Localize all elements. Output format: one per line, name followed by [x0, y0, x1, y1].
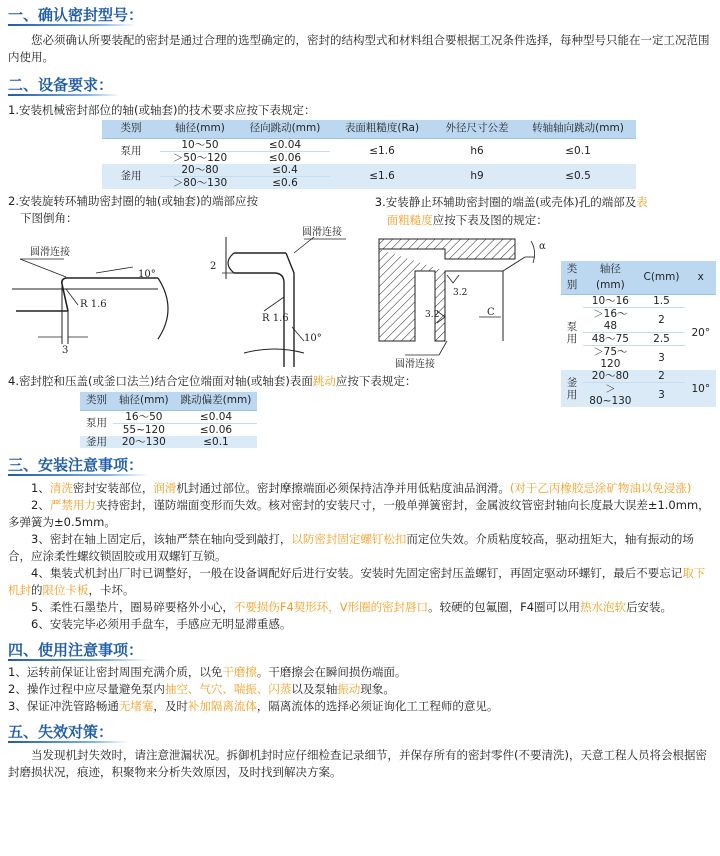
- th: 转轴轴向跳动(mm): [520, 120, 636, 138]
- note-text: 1、运转前保证让密封周围充满介质，以免: [8, 664, 223, 679]
- note-highlight: 无堵塞: [118, 698, 154, 713]
- item-4-text-a: 4.密封腔和压盖(或釜口法兰)结合定位端面对轴(或轴套)表面: [8, 373, 313, 388]
- th: 跳动偏差(mm): [175, 392, 258, 410]
- section-3-heading-wrap: [8, 452, 710, 476]
- table-cell: 10°: [685, 370, 716, 407]
- th: C(mm): [637, 261, 685, 295]
- fig2-label: 圆滑连接: [302, 226, 342, 238]
- table-cell: 1.5: [637, 295, 685, 308]
- table-cell: 20°: [691, 326, 711, 339]
- category-cell: 釜用: [80, 436, 113, 448]
- item-4-highlight: 跳动: [312, 373, 336, 388]
- runout-table: [80, 392, 257, 448]
- category-cell: 泵用: [120, 145, 142, 158]
- fig1-dim: 3: [62, 344, 69, 356]
- fig2-dim: 2: [210, 260, 217, 272]
- table-cell: ＞16～48: [583, 308, 637, 333]
- note-highlight: 补加隔离流体: [187, 698, 257, 713]
- table-cell: ≤0.04: [240, 138, 330, 151]
- section-5-title: 五、失效对策：: [8, 722, 114, 741]
- note-text: 4、集装式机封出厂时已调整好，一般在设备调配好后进行安装。安装时先固定密封压盖螺钉，再固定驱动环螺钉，最后不要忘记: [31, 565, 683, 580]
- table-cell: ≤0.06: [268, 151, 302, 164]
- note-text: 。较硬的包氟圈，F4圈可以用: [428, 599, 581, 614]
- note-highlight: 抽空、气穴、喘振、闪蒸: [164, 681, 292, 696]
- shaft-chamfer-figure: [8, 229, 188, 359]
- usage-note-2: [8, 681, 710, 698]
- table-cell: ≤0.4: [240, 164, 330, 177]
- item-4-text-b: 应按下表规定：: [335, 373, 417, 388]
- note-text: 3、密封在轴上固定后，该轴严禁在轴向受到敲打，: [31, 531, 292, 546]
- th: 轴径(mm): [113, 392, 175, 410]
- item-3-line-2: [375, 211, 710, 229]
- table-cell: ＞75～120: [593, 346, 628, 371]
- table-cell: 16～50: [113, 410, 175, 423]
- install-note-4: [8, 565, 710, 599]
- category-cell: 釜用: [102, 164, 160, 189]
- heading-underline: [8, 659, 148, 661]
- table-cell: 10～50: [160, 138, 240, 151]
- note-highlight: 清洗: [49, 480, 73, 495]
- note-highlight: 严禁用力: [49, 497, 96, 512]
- table-cell: 20～80: [160, 164, 240, 177]
- shaft-chamfer-figure-2: [204, 217, 354, 367]
- install-note-1: [8, 480, 710, 497]
- note-text: ，隔离流体的选择必须证询化工工程师的意见。: [256, 698, 499, 713]
- fig3-c: C: [486, 306, 495, 318]
- note-text: 5、柔性石墨垫片，圈易碎要格外小心，: [31, 599, 234, 614]
- install-note-3: [8, 531, 710, 565]
- fig3-alpha: α: [538, 240, 546, 252]
- table-cell: 3: [658, 352, 665, 365]
- fig1-angle: 10°: [138, 268, 156, 280]
- th: x: [685, 261, 716, 295]
- note-text: 而定位失效。介质粘度较高，驱动扭矩大，轴有振动的场合，应涂柔性螺纹锁固胶或用双螺钉互锁。: [8, 531, 694, 563]
- note-text: ，卡坏。: [88, 582, 135, 597]
- usage-note-3: [8, 698, 710, 715]
- table-cell: 2: [637, 370, 685, 383]
- section-5-text: 当发现机封失效时，请注意泄漏状况。拆御机封时应仔细检查记录细节，并保存所有的密封零件(不要清洗)，天意工程人员将会根据密封磨损状况，痕迹，积聚物来分析失效原因，及时找到解决方案。: [8, 747, 707, 779]
- fig2-radius: R 1.6: [262, 312, 289, 324]
- note-text: 。干磨擦会在瞬间损伤端面。: [256, 664, 407, 679]
- fig3-roughness-2: 3.2: [424, 309, 440, 320]
- section-5-heading-wrap: [8, 719, 710, 743]
- note-highlight: 限位卡板: [42, 582, 89, 597]
- table-cell: ≤0.06: [199, 423, 233, 436]
- note-highlight: 干磨擦: [222, 664, 257, 679]
- install-note-5: [8, 599, 710, 616]
- note-text: 现象。: [360, 681, 395, 696]
- table-cell: ≤1.6: [330, 164, 434, 189]
- fig1-label: 圆滑连接: [30, 246, 70, 258]
- item-2b: 下图倒角：: [20, 210, 78, 225]
- install-note-6: 6、安装完毕必须用手盘车，手感应无明显滞重感。: [31, 616, 292, 631]
- th: 径向跳动(mm): [240, 120, 330, 138]
- item-2: 2.安装旋转环辅助密封圈的轴(或轴套)的端部应按: [8, 193, 258, 208]
- section-1-text: 您必须确认所要装配的密封是通过合理的选型确定的，密封的结构型式和材料组合要根据工况条件选择，每种型号只能在一定工况范围内使用。: [8, 33, 710, 64]
- table-cell: ＞50～120: [172, 151, 228, 164]
- table-cell: 20～80: [583, 370, 637, 383]
- fig2-angle: 10°: [304, 332, 322, 344]
- note-text: 夹持密封，谨防端面变形而失效。核对密封的安装尺寸，一般单弹簧密封，金属波纹管密封轴向长度最大误差±1.0mm，多弹簧为±0.5mm。: [8, 497, 710, 529]
- th: 轴径(mm): [160, 120, 240, 138]
- note-text: ，及时: [153, 698, 188, 713]
- note-highlight: 取下机封: [8, 565, 706, 597]
- note-highlight: 不要损伤F4契形环，V形圈的密封唇口: [233, 599, 429, 614]
- th: 轴径(mm): [583, 261, 637, 295]
- table-cell: h6: [470, 145, 484, 158]
- th: 类别: [80, 392, 113, 410]
- note-text: 2、: [31, 497, 50, 512]
- note-highlight: 振动: [337, 681, 361, 696]
- table-cell: 2: [637, 308, 685, 333]
- table-cell: ＞80～130: [160, 176, 240, 189]
- item-3-text-b: 应按下表及图的规定：: [432, 212, 548, 227]
- th: 表面粗糙度(Ra): [330, 120, 434, 138]
- table-cell: 55~120: [122, 423, 165, 436]
- item-3-text-a: 3.安装静止环辅助密封圈的端盖(或壳体)孔的端部及: [374, 194, 637, 209]
- th: 类别: [102, 120, 160, 138]
- table-cell: 2.5: [637, 333, 685, 346]
- note-highlight: 以防密封固定螺钉松扣: [291, 531, 407, 546]
- item-3: [375, 193, 710, 211]
- table-cell: ≤0.6: [240, 176, 330, 189]
- note-highlight: (对于乙丙橡胶忌涂矿物油以免浸涨): [509, 480, 692, 495]
- note-text: 机封通过部位。密封摩擦端面必须保持洁净并用低粘度油品润滑。: [176, 480, 510, 495]
- table-cell: 10～16: [583, 295, 637, 308]
- heading-underline: [8, 474, 148, 476]
- note-text: 2、操作过程中应尽量避免泵内: [8, 681, 165, 696]
- item-3-highlight-a: 表: [636, 194, 648, 209]
- note-text: 的: [31, 582, 43, 597]
- heading-underline: [8, 741, 128, 743]
- table-cell: ≤0.04: [175, 410, 258, 423]
- table-cell: ＞80~130: [583, 383, 637, 408]
- install-note-2: [8, 497, 710, 531]
- note-text: 密封安装部位，: [72, 480, 154, 495]
- table-cell: h9: [434, 164, 520, 189]
- section-1-heading-wrap: [8, 2, 710, 26]
- th: 类别: [561, 261, 584, 295]
- table-cell: ≤1.6: [369, 145, 395, 158]
- note-highlight: 润滑: [153, 480, 177, 495]
- note-text: 1、: [31, 480, 50, 495]
- section-2-heading-wrap: [8, 72, 710, 96]
- table-cell: 20～130: [113, 436, 175, 448]
- fig1-radius: R 1.6: [80, 298, 107, 310]
- usage-note-1: [8, 664, 710, 681]
- th: 外径尺寸公差: [434, 120, 520, 138]
- section-2-title: 二、设备要求：: [8, 76, 114, 94]
- heading-underline: [8, 24, 136, 26]
- note-highlight: 热水泡软: [580, 599, 627, 614]
- note-text: 以及泵轴: [291, 681, 338, 696]
- shaft-tech-table: [102, 120, 636, 189]
- section-4-title: 四、使用注意事项：: [8, 640, 144, 659]
- figures-left: [8, 193, 375, 371]
- fig3-label: 圆滑连接: [394, 358, 435, 370]
- table-cell: ≤0.1: [565, 145, 591, 158]
- housing-bore-figure: [375, 231, 555, 371]
- category-cell: 泵用: [86, 417, 107, 429]
- note-text: 后安装。: [626, 599, 673, 614]
- section-1-title: 一、确认密封型号：: [8, 6, 144, 24]
- table-cell: 48～75: [583, 333, 637, 346]
- bore-chamfer-table: [561, 261, 716, 408]
- note-text: 3、保证冲洗管路畅通: [8, 698, 119, 713]
- item-3-highlight-b: 面粗糙度: [386, 212, 433, 227]
- table-cell: 3: [637, 383, 685, 408]
- fig3-roughness-1: 3.2: [452, 287, 468, 298]
- table-cell: ≤0.1: [175, 436, 258, 448]
- section-4-heading-wrap: [8, 637, 710, 661]
- section-3-title: 三、安装注意事项：: [8, 455, 144, 474]
- category-cell: 釜用: [561, 370, 584, 407]
- category-cell: 泵用: [566, 320, 578, 345]
- table-cell: ≤0.5: [520, 164, 636, 189]
- item-1: 1.安装机械密封部位的轴(或轴套)的技术要求应按下表规定：: [8, 103, 316, 117]
- heading-underline: [8, 94, 120, 96]
